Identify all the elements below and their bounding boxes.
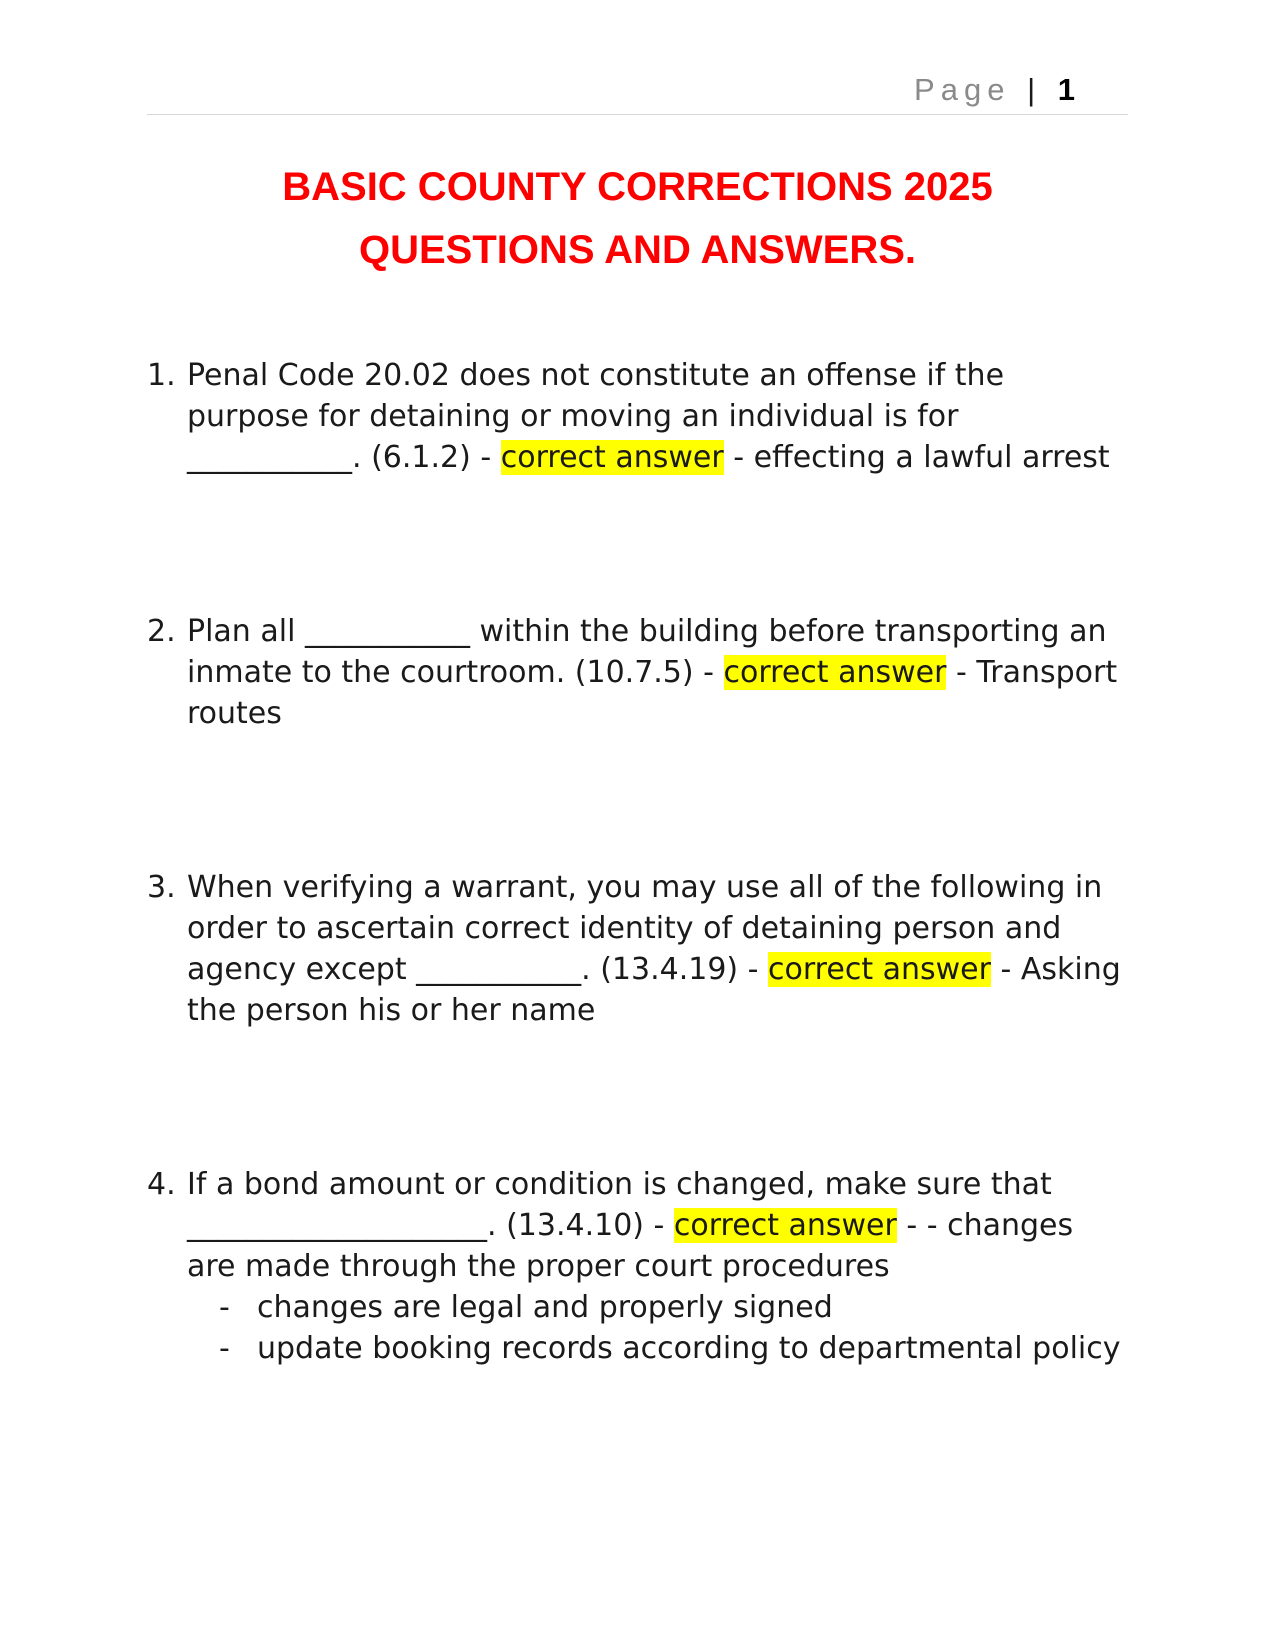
question-body xyxy=(187,355,1128,478)
title-line-1: BASIC COUNTY CORRECTIONS 2025 xyxy=(282,165,993,209)
title-line-2: QUESTIONS AND ANSWERS. xyxy=(358,228,917,272)
document-title xyxy=(147,156,1128,282)
dash-marker: - xyxy=(219,1331,230,1366)
answer-text: - Asking the person his or her name xyxy=(187,952,1121,1028)
answer-bullet-text: changes are legal and properly signed xyxy=(257,1290,833,1325)
page-header xyxy=(914,72,1075,108)
question-text: When verifying a warrant, you may use all of the following in order to ascertain correct identity of detaining person and agency except ___________. (13.4.19) - xyxy=(187,870,1103,987)
correct-answer-label: correct answer xyxy=(673,1208,897,1243)
correct-answer-label: correct answer xyxy=(723,655,947,690)
question-number: 2. xyxy=(147,614,176,649)
question-number: 1. xyxy=(147,358,176,393)
answer-text: - effecting a lawful arrest xyxy=(733,440,1110,475)
question-item xyxy=(147,611,1128,734)
correct-answer-label: correct answer xyxy=(500,440,724,475)
answer-bullet-text: update booking records according to departmental policy xyxy=(257,1331,1121,1366)
question-body xyxy=(187,611,1128,734)
answer-text: - - changes are made through the proper court procedures xyxy=(187,1208,1074,1284)
question-body xyxy=(187,867,1128,1031)
answer-bullet xyxy=(147,1287,1128,1328)
page-number: 1 xyxy=(1057,72,1075,107)
question-number: 4. xyxy=(147,1167,176,1202)
question-number: 3. xyxy=(147,870,176,905)
correct-answer-label: correct answer xyxy=(768,952,991,987)
answer-text: - Transport routes xyxy=(187,655,1118,731)
answer-bullet-list xyxy=(147,1287,1128,1369)
dash-marker: - xyxy=(219,1290,230,1325)
question-text: Penal Code 20.02 does not constitute an offense if the purpose for detaining or moving an individual is for ___________. (6.1.2) - xyxy=(187,358,1005,475)
question-item xyxy=(147,1164,1128,1369)
page-label: Page xyxy=(914,72,1011,107)
header-divider xyxy=(147,114,1128,115)
question-item xyxy=(147,355,1128,478)
question-text: If a bond amount or condition is changed, make sure that ____________________. (13.4.10) - xyxy=(187,1167,1052,1243)
question-text: Plan all ___________ within the building before transporting an inmate to the courtroom. (10.7.5) - xyxy=(187,614,1107,690)
answer-bullet xyxy=(147,1328,1128,1369)
page-separator: | xyxy=(1027,72,1036,107)
question-item xyxy=(147,867,1128,1031)
question-body xyxy=(187,1164,1128,1287)
